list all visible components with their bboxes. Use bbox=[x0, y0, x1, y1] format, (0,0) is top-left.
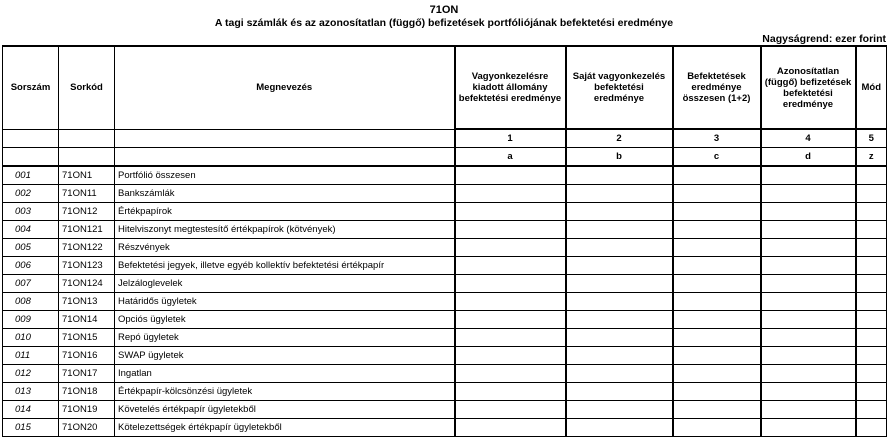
row-megnevezes: Repó ügyletek bbox=[115, 329, 455, 347]
table-body bbox=[3, 166, 887, 437]
value-cell-a[interactable] bbox=[455, 185, 566, 203]
value-cell-z[interactable] bbox=[856, 383, 887, 401]
value-cell-b[interactable] bbox=[566, 239, 673, 257]
value-cell-c[interactable] bbox=[673, 419, 761, 437]
table-row bbox=[3, 347, 887, 365]
col-number: 5 bbox=[856, 129, 887, 148]
value-cell-z[interactable] bbox=[856, 166, 887, 185]
row-megnevezes: Portfólió összesen bbox=[115, 166, 455, 185]
col-header-megnevezes: Megnevezés bbox=[115, 46, 455, 129]
row-sorkod: 71ON14 bbox=[59, 311, 115, 329]
row-sorkod: 71ON11 bbox=[59, 185, 115, 203]
row-megnevezes: Befektetési jegyek, illetve egyéb kollektív befektetési értékpapír bbox=[115, 257, 455, 275]
value-cell-z[interactable] bbox=[856, 293, 887, 311]
table-row bbox=[3, 419, 887, 437]
report-title: A tagi számlák és az azonosítatlan (függő) befizetések portfóliójának befektetési eredménye bbox=[214, 17, 674, 29]
value-cell-a[interactable] bbox=[455, 239, 566, 257]
empty-cell bbox=[59, 148, 115, 167]
value-cell-b[interactable] bbox=[566, 275, 673, 293]
table-row bbox=[3, 166, 887, 185]
value-cell-d[interactable] bbox=[761, 401, 856, 419]
table-row bbox=[3, 401, 887, 419]
col-letter: a bbox=[455, 148, 566, 167]
row-megnevezes: SWAP ügyletek bbox=[115, 347, 455, 365]
col-number: 2 bbox=[566, 129, 673, 148]
row-sorszam: 008 bbox=[3, 293, 59, 311]
row-sorkod: 71ON19 bbox=[59, 401, 115, 419]
table-row bbox=[3, 275, 887, 293]
value-cell-b[interactable] bbox=[566, 221, 673, 239]
value-cell-z[interactable] bbox=[856, 347, 887, 365]
col-header-3: Befektetések eredménye összesen (1+2) bbox=[673, 46, 761, 129]
row-sorszam: 013 bbox=[3, 383, 59, 401]
value-cell-b[interactable] bbox=[566, 203, 673, 221]
row-megnevezes: Kötelezettségek értékpapír ügyletekből bbox=[115, 419, 455, 437]
row-sorkod: 71ON15 bbox=[59, 329, 115, 347]
value-cell-a[interactable] bbox=[455, 203, 566, 221]
row-sorkod: 71ON124 bbox=[59, 275, 115, 293]
row-megnevezes: Bankszámlák bbox=[115, 185, 455, 203]
value-cell-c[interactable] bbox=[673, 383, 761, 401]
value-cell-c[interactable] bbox=[673, 275, 761, 293]
value-cell-d[interactable] bbox=[761, 166, 856, 185]
col-header-sorkod: Sorkód bbox=[59, 46, 115, 129]
row-megnevezes: Jelzáloglevelek bbox=[115, 275, 455, 293]
row-sorkod: 71ON16 bbox=[59, 347, 115, 365]
table-row bbox=[3, 365, 887, 383]
table-row bbox=[3, 329, 887, 347]
table-row bbox=[3, 221, 887, 239]
value-cell-c[interactable] bbox=[673, 365, 761, 383]
value-cell-c[interactable] bbox=[673, 257, 761, 275]
empty-cell bbox=[115, 129, 455, 148]
unit-label: Nagyságrend: ezer forint bbox=[762, 33, 886, 45]
value-cell-d[interactable] bbox=[761, 293, 856, 311]
row-megnevezes: Értékpapír-kölcsönzési ügyletek bbox=[115, 383, 455, 401]
value-cell-b[interactable] bbox=[566, 257, 673, 275]
value-cell-d[interactable] bbox=[761, 239, 856, 257]
table-row bbox=[3, 239, 887, 257]
col-letter: z bbox=[856, 148, 887, 167]
value-cell-c[interactable] bbox=[673, 311, 761, 329]
col-header-2: Saját vagyonkezelés befektetési eredménye bbox=[566, 46, 673, 129]
value-cell-b[interactable] bbox=[566, 401, 673, 419]
row-sorszam: 001 bbox=[3, 166, 59, 185]
row-megnevezes: Hitelviszonyt megtestesítő értékpapírok (kötvények) bbox=[115, 221, 455, 239]
row-sorszam: 011 bbox=[3, 347, 59, 365]
value-cell-c[interactable] bbox=[673, 239, 761, 257]
row-megnevezes: Értékpapírok bbox=[115, 203, 455, 221]
row-sorkod: 71ON20 bbox=[59, 419, 115, 437]
col-letter: d bbox=[761, 148, 856, 167]
value-cell-d[interactable] bbox=[761, 347, 856, 365]
value-cell-c[interactable] bbox=[673, 166, 761, 185]
value-cell-z[interactable] bbox=[856, 329, 887, 347]
row-sorszam: 012 bbox=[3, 365, 59, 383]
value-cell-d[interactable] bbox=[761, 383, 856, 401]
table-row bbox=[3, 185, 887, 203]
value-cell-a[interactable] bbox=[455, 383, 566, 401]
table-row bbox=[3, 311, 887, 329]
column-letter-row bbox=[3, 148, 887, 167]
value-cell-z[interactable] bbox=[856, 221, 887, 239]
row-megnevezes: Opciós ügyletek bbox=[115, 311, 455, 329]
value-cell-d[interactable] bbox=[761, 221, 856, 239]
table-row bbox=[3, 293, 887, 311]
value-cell-a[interactable] bbox=[455, 365, 566, 383]
value-cell-a[interactable] bbox=[455, 329, 566, 347]
empty-cell bbox=[59, 129, 115, 148]
row-sorkod: 71ON18 bbox=[59, 383, 115, 401]
row-sorszam: 014 bbox=[3, 401, 59, 419]
row-sorszam: 006 bbox=[3, 257, 59, 275]
row-sorszam: 004 bbox=[3, 221, 59, 239]
value-cell-d[interactable] bbox=[761, 329, 856, 347]
value-cell-c[interactable] bbox=[673, 203, 761, 221]
value-cell-c[interactable] bbox=[673, 329, 761, 347]
value-cell-d[interactable] bbox=[761, 365, 856, 383]
value-cell-c[interactable] bbox=[673, 185, 761, 203]
value-cell-b[interactable] bbox=[566, 166, 673, 185]
value-cell-z[interactable] bbox=[856, 275, 887, 293]
col-number: 3 bbox=[673, 129, 761, 148]
value-cell-d[interactable] bbox=[761, 311, 856, 329]
value-cell-a[interactable] bbox=[455, 166, 566, 185]
col-number: 1 bbox=[455, 129, 566, 148]
value-cell-d[interactable] bbox=[761, 419, 856, 437]
column-number-row bbox=[3, 129, 887, 148]
value-cell-b[interactable] bbox=[566, 365, 673, 383]
row-sorszam: 002 bbox=[3, 185, 59, 203]
table-row bbox=[3, 383, 887, 401]
col-header-sorszam: Sorszám bbox=[3, 46, 59, 129]
table-row bbox=[3, 257, 887, 275]
value-cell-b[interactable] bbox=[566, 311, 673, 329]
report-table bbox=[2, 45, 887, 437]
col-letter: c bbox=[673, 148, 761, 167]
row-megnevezes: Részvények bbox=[115, 239, 455, 257]
col-header-4: Azonosítatlan (függő) befizetések befektetési eredménye bbox=[761, 46, 856, 129]
value-cell-b[interactable] bbox=[566, 419, 673, 437]
value-cell-a[interactable] bbox=[455, 257, 566, 275]
table-row bbox=[3, 203, 887, 221]
value-cell-b[interactable] bbox=[566, 347, 673, 365]
row-sorszam: 007 bbox=[3, 275, 59, 293]
value-cell-z[interactable] bbox=[856, 185, 887, 203]
value-cell-a[interactable] bbox=[455, 401, 566, 419]
row-sorkod: 71ON1 bbox=[59, 166, 115, 185]
col-letter: b bbox=[566, 148, 673, 167]
col-header-1: Vagyonkezelésre kiadott állomány befektetési eredménye bbox=[455, 46, 566, 129]
value-cell-b[interactable] bbox=[566, 329, 673, 347]
row-sorszam: 010 bbox=[3, 329, 59, 347]
value-cell-a[interactable] bbox=[455, 275, 566, 293]
value-cell-z[interactable] bbox=[856, 239, 887, 257]
value-cell-a[interactable] bbox=[455, 419, 566, 437]
value-cell-a[interactable] bbox=[455, 347, 566, 365]
value-cell-b[interactable] bbox=[566, 383, 673, 401]
col-header-5: Mód bbox=[856, 46, 887, 129]
value-cell-z[interactable] bbox=[856, 311, 887, 329]
col-number: 4 bbox=[761, 129, 856, 148]
row-sorszam: 009 bbox=[3, 311, 59, 329]
row-sorkod: 71ON122 bbox=[59, 239, 115, 257]
row-sorkod: 71ON123 bbox=[59, 257, 115, 275]
header-row bbox=[3, 46, 887, 129]
row-megnevezes: Követelés értékpapír ügyletekből bbox=[115, 401, 455, 419]
row-sorkod: 71ON13 bbox=[59, 293, 115, 311]
value-cell-b[interactable] bbox=[566, 185, 673, 203]
value-cell-a[interactable] bbox=[455, 311, 566, 329]
value-cell-b[interactable] bbox=[566, 293, 673, 311]
value-cell-c[interactable] bbox=[673, 347, 761, 365]
value-cell-z[interactable] bbox=[856, 257, 887, 275]
value-cell-d[interactable] bbox=[761, 203, 856, 221]
value-cell-z[interactable] bbox=[856, 419, 887, 437]
value-cell-z[interactable] bbox=[856, 365, 887, 383]
value-cell-c[interactable] bbox=[673, 221, 761, 239]
value-cell-d[interactable] bbox=[761, 185, 856, 203]
empty-cell bbox=[115, 148, 455, 167]
report-code: 71ON bbox=[429, 4, 459, 16]
value-cell-c[interactable] bbox=[673, 401, 761, 419]
value-cell-a[interactable] bbox=[455, 221, 566, 239]
row-sorkod: 71ON12 bbox=[59, 203, 115, 221]
value-cell-z[interactable] bbox=[856, 401, 887, 419]
row-sorszam: 015 bbox=[3, 419, 59, 437]
empty-cell bbox=[3, 148, 59, 167]
row-megnevezes: Határidős ügyletek bbox=[115, 293, 455, 311]
value-cell-z[interactable] bbox=[856, 203, 887, 221]
row-sorkod: 71ON121 bbox=[59, 221, 115, 239]
row-sorszam: 005 bbox=[3, 239, 59, 257]
value-cell-d[interactable] bbox=[761, 257, 856, 275]
value-cell-a[interactable] bbox=[455, 293, 566, 311]
row-sorkod: 71ON17 bbox=[59, 365, 115, 383]
value-cell-d[interactable] bbox=[761, 275, 856, 293]
value-cell-c[interactable] bbox=[673, 293, 761, 311]
row-sorszam: 003 bbox=[3, 203, 59, 221]
row-megnevezes: Ingatlan bbox=[115, 365, 455, 383]
empty-cell bbox=[3, 129, 59, 148]
